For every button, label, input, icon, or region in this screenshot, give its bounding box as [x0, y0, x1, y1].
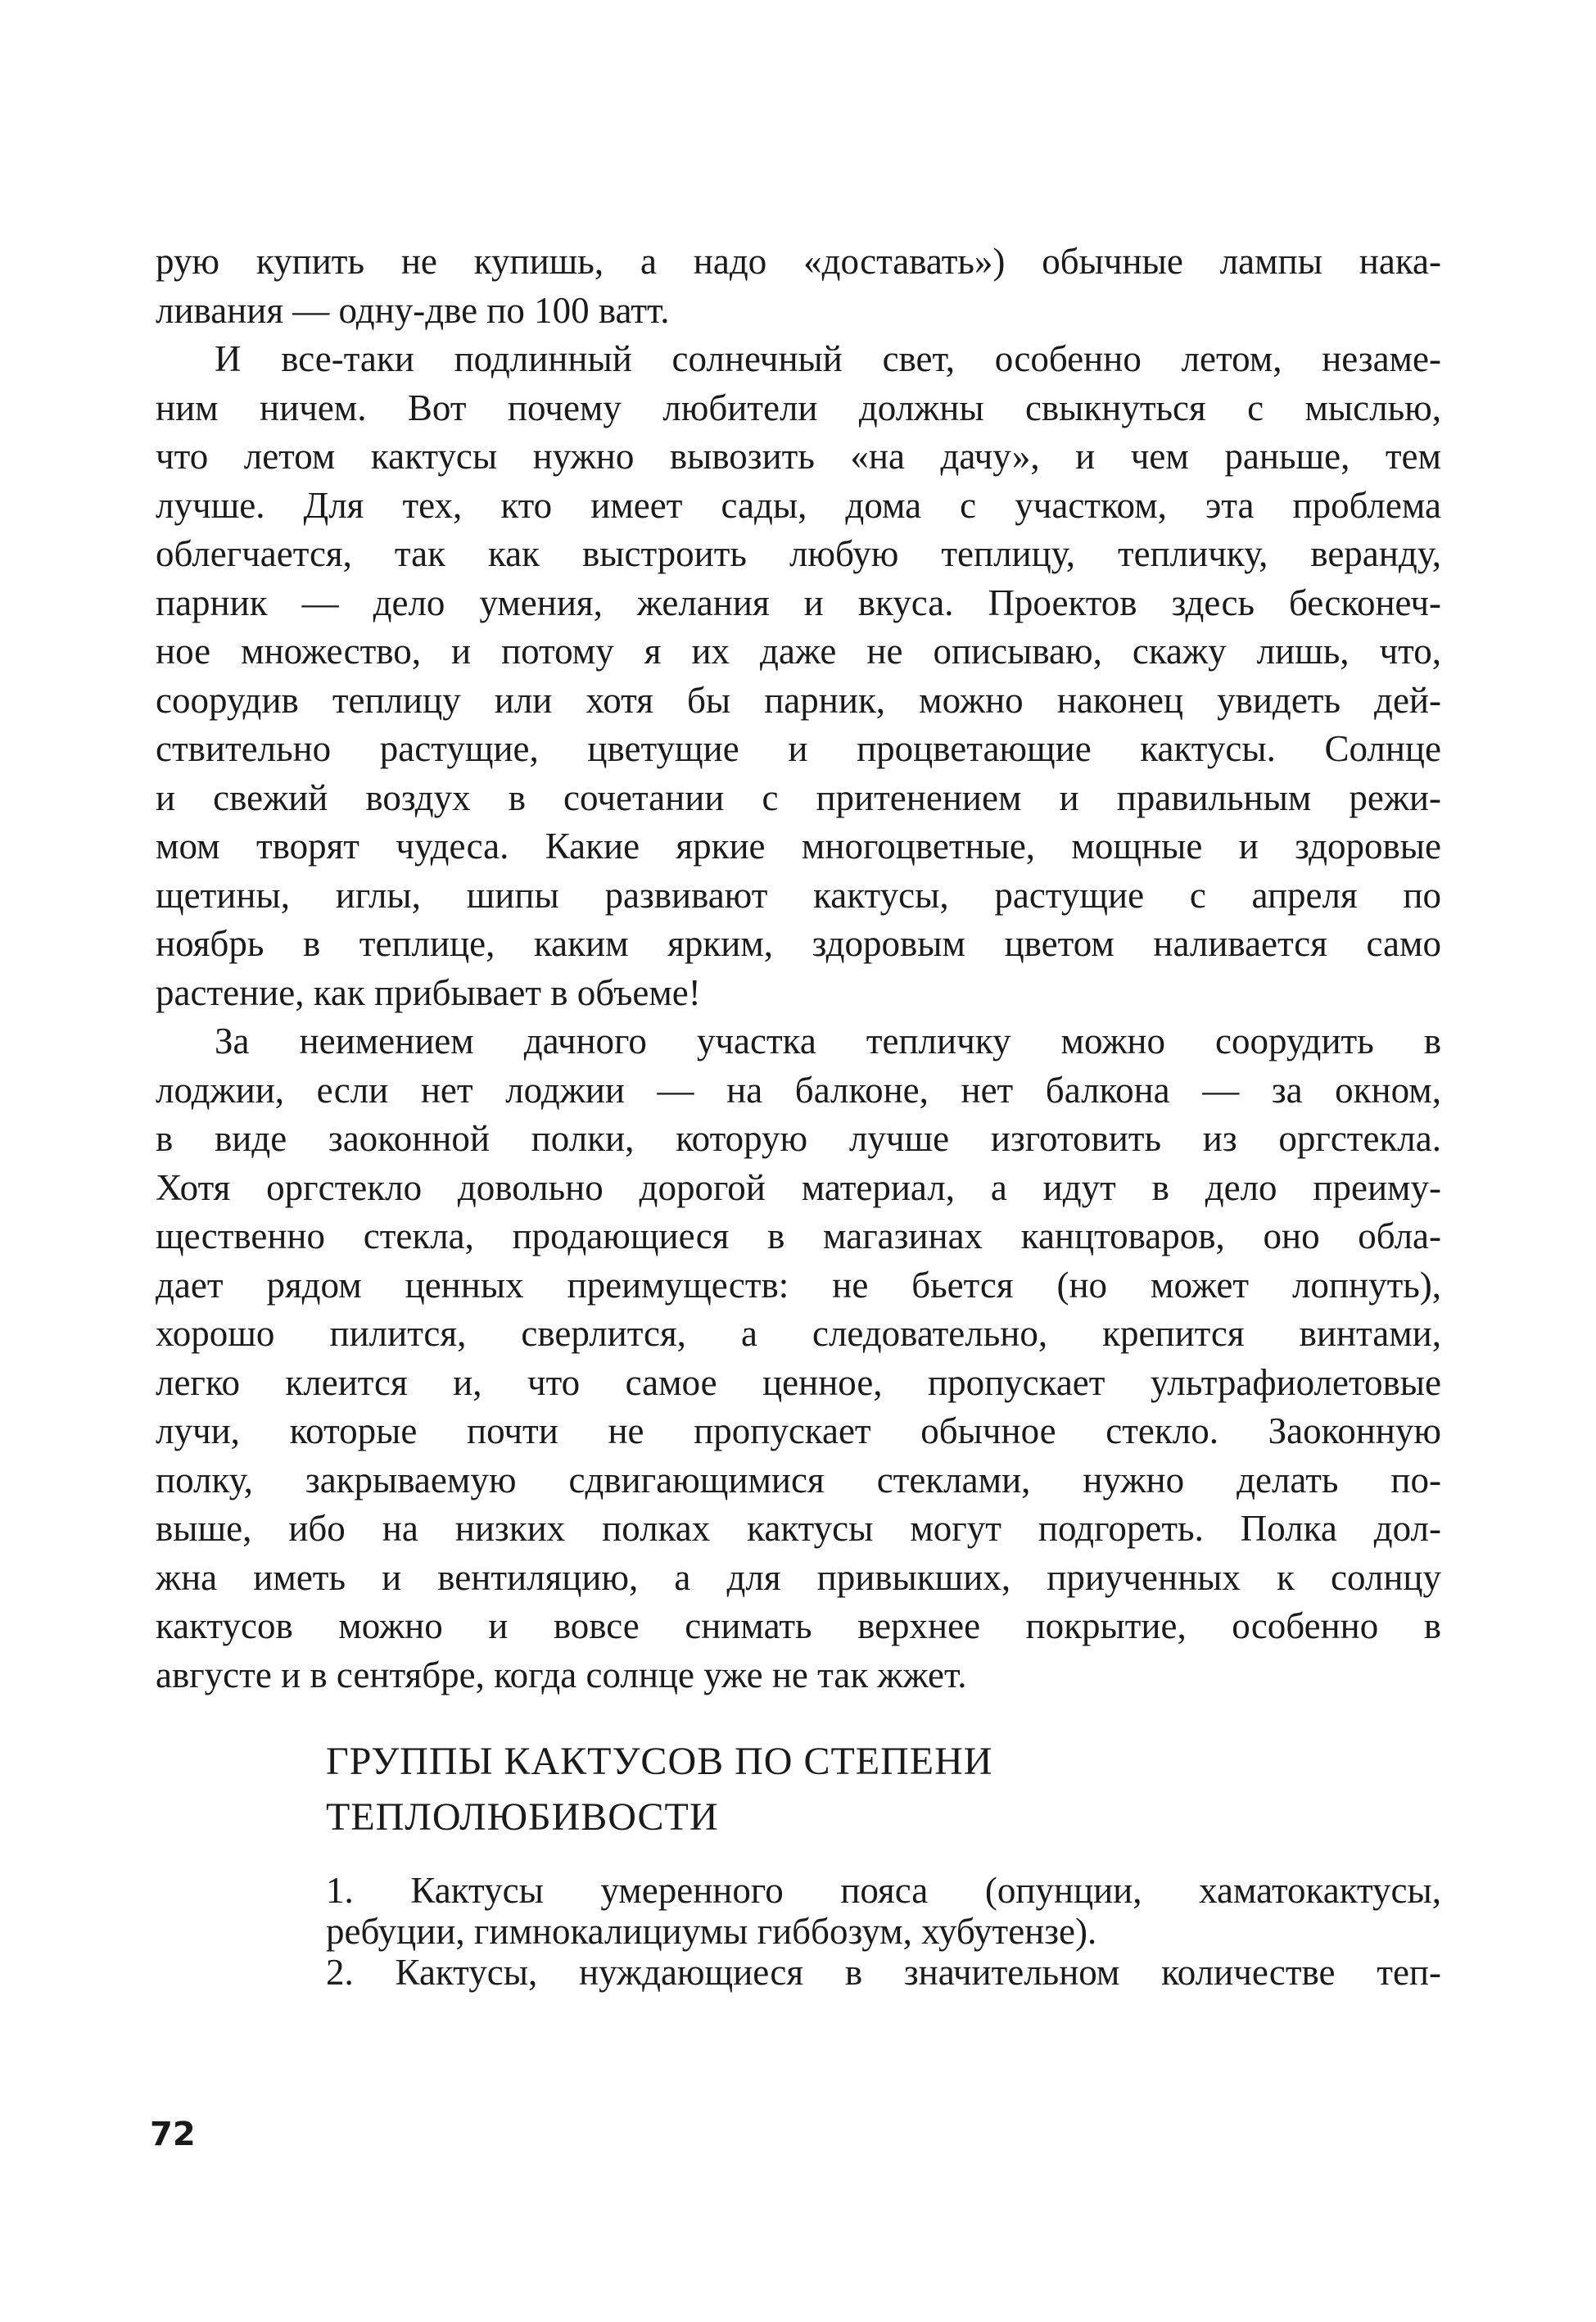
body-text-line: ноябрь в теплице, каким ярким, здоровым цветом наливается само — [156, 923, 1441, 964]
section-heading-line-1: ГРУППЫ КАКТУСОВ ПО СТЕПЕНИ — [326, 1740, 993, 1783]
body-text-line: щетины, иглы, шипы развивают кактусы, растущие с апреля по — [156, 874, 1441, 916]
list-item-line: ребуции, гимнокалициумы гиббозум, хубутензе). — [326, 1911, 1097, 1952]
body-text-line: жна иметь и вентиляцию, а для привыкших, приученных к солнцу — [156, 1556, 1441, 1598]
body-text-line: и свежий воздух в сочетании с притенением и правильным режи- — [156, 776, 1441, 818]
body-text-line: лоджии, если нет лоджии — на балконе, нет балкона — за окном, — [156, 1069, 1441, 1111]
body-text-line: щественно стекла, продающиеся в магазинах канцтоваров, оно обла- — [156, 1215, 1441, 1256]
section-heading — [326, 1734, 1441, 1845]
body-text-line: Хотя оргстекло довольно дорогой материал, а идут в дело преиму- — [156, 1166, 1441, 1208]
body-text-line: выше, ибо на низких полках кактусы могут подгореть. Полка дол- — [156, 1508, 1441, 1549]
list-item-line: 2. Кактусы, нуждающиеся в значительном количестве теп- — [326, 1952, 1441, 1993]
body-text-line: парник — дело умения, желания и вкуса. Проектов здесь бесконеч- — [156, 582, 1441, 623]
body-text-line: ствительно растущие, цветущие и процветающие кактусы. Солнце — [156, 728, 1441, 769]
section-heading-line-2: ТЕПЛОЛЮБИВОСТИ — [326, 1795, 719, 1839]
body-text-line: растение, как прибывает в объеме! — [156, 971, 701, 1013]
body-text-line: соорудив теплицу или хотя бы парник, можно наконец увидеть дей- — [156, 679, 1441, 721]
body-text-line: рую купить не купишь, а надо «доставать») обычные лампы нака- — [156, 241, 1441, 282]
body-text-line: мом творят чудеса. Какие яркие многоцветные, мощные и здоровые — [156, 826, 1441, 867]
body-text-line: августе и в сентябре, когда солнце уже не так жжет. — [156, 1654, 967, 1695]
body-text — [156, 238, 1441, 1700]
body-text-line: в виде заоконной полки, которую лучше изготовить из оргстекла. — [156, 1118, 1441, 1159]
body-text-line: что летом кактусы нужно вывозить «на дачу», и чем раньше, тем — [156, 436, 1441, 477]
body-text-line: лучи, которые почти не пропускает обычное стекло. Заоконную — [156, 1410, 1441, 1451]
body-text-line: лучше. Для тех, кто имеет сады, дома с участком, эта проблема — [156, 484, 1441, 526]
page-number: 72 — [150, 2116, 196, 2153]
body-text-line: кактусов можно и вовсе снимать верхнее покрытие, особенно в — [156, 1605, 1441, 1646]
body-text-line: облегчается, так как выстроить любую теплицу, тепличку, веранду, — [156, 533, 1441, 574]
numbered-list — [326, 1870, 1441, 1993]
body-text-line: хорошо пилится, сверлится, а следовательно, крепится винтами, — [156, 1313, 1441, 1354]
list-item-line: 1. Кактусы умеренного пояса (опунции, хаматокактусы, — [326, 1870, 1441, 1911]
body-text-line: ним ничем. Вот почему любители должны свыкнуться с мыслью, — [156, 387, 1441, 428]
body-text-line: И все-таки подлинный солнечный свет, особенно летом, незаме- — [215, 338, 1441, 379]
body-text-line: дает рядом ценных преимуществ: не бьется (но может лопнуть), — [156, 1264, 1441, 1306]
body-text-line: ное множество, и потому я их даже не описываю, скажу лишь, что, — [156, 631, 1441, 672]
body-text-line: ливания — одну-две по 100 ватт. — [156, 289, 670, 331]
body-text-line: За неимением дачного участка тепличку можно соорудить в — [215, 1021, 1441, 1061]
body-text-line: полку, закрываемую сдвигающимися стеклами, нужно делать по- — [156, 1459, 1441, 1500]
body-text-line: легко клеится и, что самое ценное, пропускает ультрафиолетовые — [156, 1361, 1441, 1403]
